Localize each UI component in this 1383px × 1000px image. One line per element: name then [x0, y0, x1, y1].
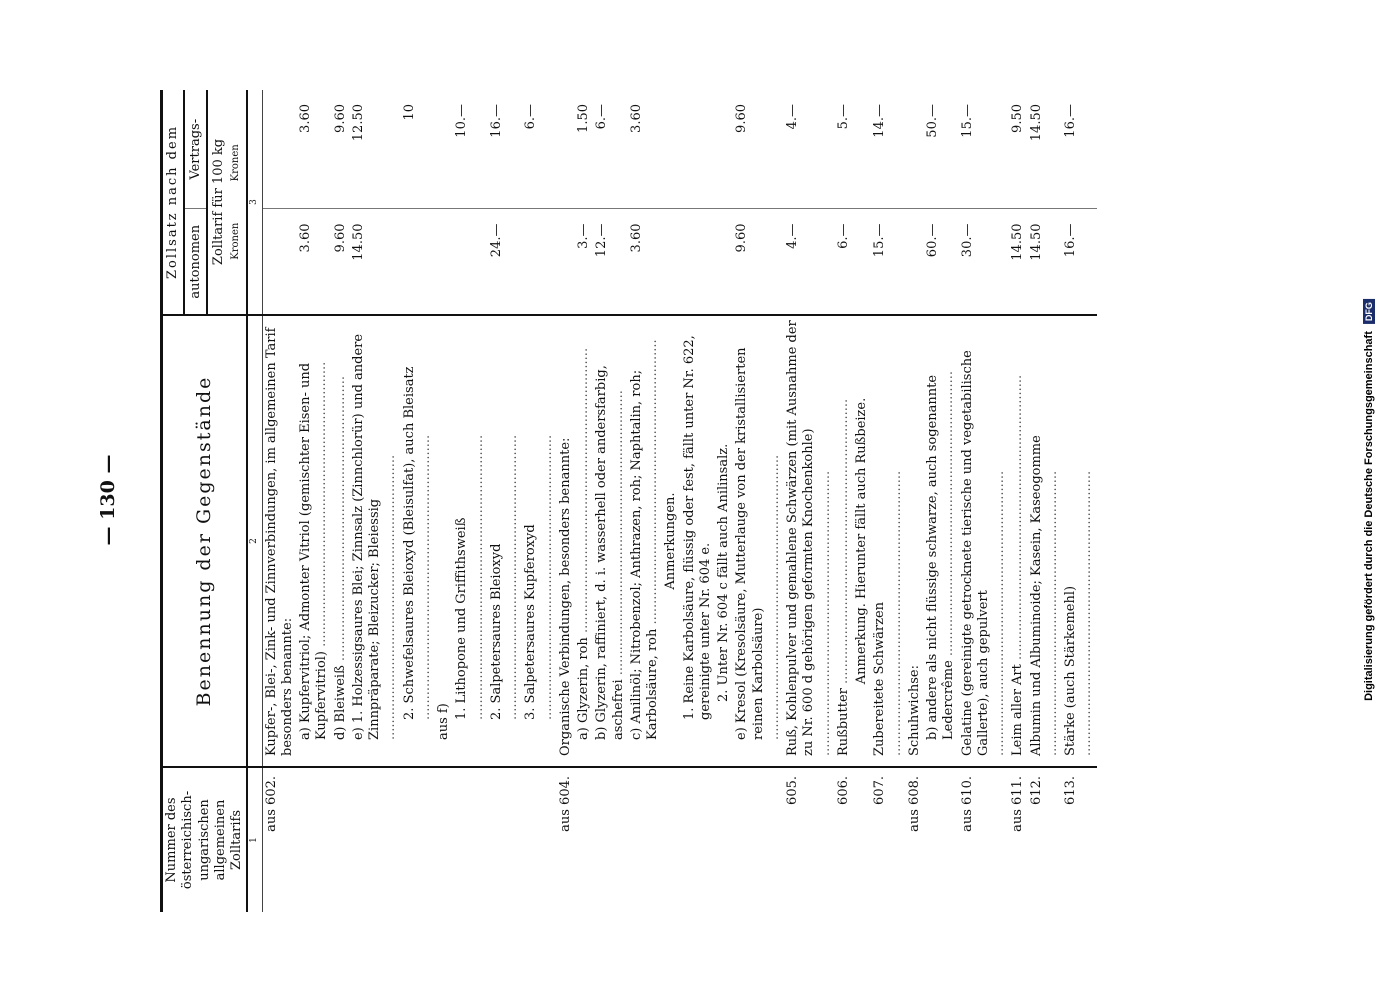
row-number: [488, 767, 523, 912]
row-number: [924, 767, 959, 912]
table-row: [593, 90, 628, 912]
row-description: b) Glyzerin, raffiniert, d. i. wasserhell oder andersfarbig, aschefrei .....: [593, 315, 628, 767]
row-contract-rate: 14.50: [1028, 90, 1063, 209]
row-autonomous-rate: 9.60: [734, 223, 750, 253]
row-autonomous-rate: [522, 209, 557, 315]
row-autonomous-rate: 3.60: [628, 223, 644, 253]
row-number: [453, 767, 488, 912]
row-autonomous-rate: [557, 209, 575, 315]
row-autonomous-rate: 4.—: [785, 223, 800, 249]
dfg-logo: DFG: [1363, 299, 1375, 324]
colnum-2: 2: [247, 315, 262, 767]
row-autonomous-rate: 12.—: [594, 223, 610, 258]
row-contract-rate: 16.—: [1062, 90, 1097, 209]
tariff-table: [160, 90, 1097, 912]
header-col3-text: Zollsatz nach dem: [165, 124, 181, 280]
row-autonomous-rate: [435, 209, 453, 315]
row-contract-rate: 1.50: [575, 90, 593, 209]
table-row: [959, 90, 1010, 912]
row-description: 1. Lithopone und Griffithsweiß .....: [453, 315, 488, 767]
row-contract-rate: 10: [401, 90, 436, 209]
table-row: [332, 90, 350, 912]
row-contract-rate: 5.—: [835, 90, 853, 209]
table-row: [871, 90, 906, 912]
row-description: Ruß, Kohlenpulver und gemahlene Schwärzen (mit Ausnahme der zu Nr. 600 d gehörigen geformten Knochenkohle) .....: [784, 315, 835, 767]
row-contract-rate: 12.50: [350, 90, 401, 209]
header-col2-text: Benennung der Gegenstände: [192, 375, 215, 707]
row-autonomous-rate: 3.60: [298, 223, 313, 253]
table-row: [435, 90, 453, 912]
credit-text: Digitalisierung gefördert durch die Deutsche Forschungsgemeinschaft: [1363, 331, 1375, 701]
table-row: [662, 90, 680, 912]
table-row: [681, 90, 716, 912]
row-description: Rußbutter .....: [835, 315, 853, 767]
colnum-3: 3: [247, 90, 262, 315]
row-autonomous-rate: 24.—: [488, 223, 504, 258]
row-contract-rate: 3.60: [628, 90, 663, 209]
row-contract-rate: 15.—: [959, 90, 1010, 209]
header-autonomous-text: autonomen: [187, 224, 203, 299]
header-col1-text: Nummer des österreichisch-ungarischen allgemeinen Zolltarifs: [164, 790, 244, 890]
row-contract-rate: [435, 90, 453, 209]
row-description: e) Kresol (Kresolsäure, Mutterlauge von der kristallisierten reinen Karbolsäure) .....: [733, 315, 784, 767]
row-description: a) Kupfervitriol; Admonter Vitriol (gemischter Eisen- und Kupfervitriol) .....: [297, 315, 332, 767]
table-row: [733, 90, 784, 912]
header-autonomous: [184, 209, 206, 315]
row-autonomous-rate: [262, 209, 297, 315]
row-description: b) andere als nicht flüssige schwarze, auch sogenannte Ledercrême .....: [924, 315, 959, 767]
row-contract-rate: [853, 90, 871, 209]
row-autonomous-rate: 14.50: [350, 223, 366, 261]
row-number: 607.: [871, 767, 906, 912]
row-autonomous-rate: 14.50: [1028, 223, 1044, 261]
row-number: [350, 767, 401, 912]
table-row: [1062, 90, 1097, 912]
row-autonomous-rate: 60.—: [925, 223, 940, 258]
row-number: [435, 767, 453, 912]
row-number: [593, 767, 628, 912]
row-contract-rate: [262, 90, 297, 209]
row-number: [662, 767, 680, 912]
row-description: Schuhwichse:: [906, 315, 924, 767]
header-col1: [162, 767, 248, 912]
table-row: [1028, 90, 1063, 912]
row-description: Albumin und Albuminoide; Kasein, Kaseogomme .....: [1028, 315, 1063, 767]
row-number: 606.: [835, 767, 853, 912]
row-description: Stärke (auch Stärkemehl) .....: [1062, 315, 1097, 767]
table-row: [401, 90, 436, 912]
row-number: aus 610.: [959, 767, 1010, 912]
row-number: [715, 767, 733, 912]
table-row: [297, 90, 332, 912]
table-row: [715, 90, 733, 912]
row-contract-rate: 9.60: [332, 90, 350, 209]
digitization-credit: [1363, 299, 1375, 701]
header-per-100kg: [207, 90, 247, 315]
row-description: Anmerkungen.: [662, 315, 680, 767]
row-description: Leim aller Art .....: [1009, 315, 1027, 767]
row-contract-rate: 6.—: [522, 90, 557, 209]
row-autonomous-rate: [453, 209, 488, 315]
row-autonomous-rate: 30.—: [959, 223, 975, 258]
row-number: [628, 767, 663, 912]
row-autonomous-rate: [715, 209, 733, 315]
header-col3: [162, 90, 185, 315]
colnum-1: 1: [247, 767, 262, 912]
row-number: [853, 767, 871, 912]
table-row: [784, 90, 835, 912]
unit-b: Kronen: [230, 144, 242, 182]
row-autonomous-rate: 3.—: [576, 223, 591, 249]
row-autonomous-rate: 6.—: [835, 223, 851, 249]
row-contract-rate: [681, 90, 716, 209]
row-contract-rate: [662, 90, 680, 209]
row-description: d) Bleiweiß .....: [332, 315, 350, 767]
page-number: — 130 —: [97, 454, 119, 546]
table-row: [906, 90, 924, 912]
row-number: [401, 767, 436, 912]
table-row: [488, 90, 523, 912]
row-description: 2. Schwefelsaures Bleioxyd (Bleisulfat), auch Bleisatz .....: [401, 315, 436, 767]
row-description: 1. Reine Karbolsäure, flüssig oder fest, fällt unter Nr. 622, gereinigte unter Nr. 604 e.: [681, 315, 716, 767]
row-autonomous-rate: 9.60: [332, 223, 348, 253]
row-contract-rate: [557, 90, 575, 209]
row-number: [522, 767, 557, 912]
row-number: 612.: [1028, 767, 1063, 912]
row-description: a) Glyzerin, roh .....: [575, 315, 593, 767]
row-contract-rate: 9.50: [1009, 90, 1027, 209]
row-number: 613.: [1062, 767, 1097, 912]
header-per-100kg-text: Zolltarif für 100 kg: [210, 138, 226, 266]
row-description: 2. Salpetersaures Bleioxyd .....: [488, 315, 523, 767]
row-contract-rate: 6.—: [593, 90, 628, 209]
row-description: Zubereitete Schwärzen .....: [871, 315, 906, 767]
row-number: [332, 767, 350, 912]
row-autonomous-rate: [401, 209, 436, 315]
row-autonomous-rate: 15.—: [872, 223, 888, 258]
row-autonomous-rate: [662, 209, 680, 315]
row-number: [733, 767, 784, 912]
tariff-table-rotated: [160, 90, 1244, 912]
unit-a: Kronen: [230, 222, 242, 260]
row-contract-rate: 16.—: [488, 90, 523, 209]
table-row: [835, 90, 853, 912]
row-autonomous-rate: [681, 209, 716, 315]
row-number: aus 602.: [262, 767, 297, 912]
row-contract-rate: 9.60: [733, 90, 784, 209]
row-description: 2. Unter Nr. 604 c fällt auch Anilinsalz.: [715, 315, 733, 767]
row-description: Organische Verbindungen, besonders benannte:: [557, 315, 575, 767]
header-contract: [184, 90, 206, 209]
table-row: [453, 90, 488, 912]
table-row: [350, 90, 401, 912]
row-contract-rate: 50.—: [924, 90, 959, 209]
header-col2: [162, 315, 248, 767]
row-autonomous-rate: [906, 209, 924, 315]
row-description: e) 1. Holzessigsaures Blei; Zinnsalz (Zinnchlorür) und andere Zinnpräparate; Bleizucker; Bleiessig .....: [350, 315, 401, 767]
row-description: 3. Salpetersaures Kupferoxyd .....: [522, 315, 557, 767]
row-contract-rate: [715, 90, 733, 209]
table-row: [1009, 90, 1027, 912]
row-description: Anmerkung. Hierunter fällt auch Rußbeize.: [853, 315, 871, 767]
row-autonomous-rate: [853, 209, 871, 315]
row-number: [297, 767, 332, 912]
header-contract-text: Vertrags-: [187, 118, 203, 180]
row-number: [575, 767, 593, 912]
row-description: aus f): [435, 315, 453, 767]
row-number: aus 604.: [557, 767, 575, 912]
row-contract-rate: 3.60: [297, 90, 332, 209]
row-autonomous-rate: 16.—: [1063, 223, 1078, 258]
row-number: [681, 767, 716, 912]
table-row: [522, 90, 557, 912]
table-row: [853, 90, 871, 912]
row-description: Kupfer-, Blei-, Zink- und Zinnverbindungen, im allgemeinen Tarif besonders benannte:: [262, 315, 297, 767]
row-contract-rate: 4.—: [784, 90, 835, 209]
row-contract-rate: [906, 90, 924, 209]
table-body: [262, 90, 1097, 912]
row-description: c) Anilinöl; Nitrobenzol; Anthrazen, roh; Naphtalin, roh; Karbolsäure, roh .....: [628, 315, 663, 767]
row-contract-rate: 14.—: [871, 90, 906, 209]
table-row: [628, 90, 663, 912]
row-number: aus 611.: [1009, 767, 1027, 912]
row-autonomous-rate: 14.50: [1010, 223, 1026, 261]
table-row: [575, 90, 593, 912]
table-row: [924, 90, 959, 912]
table-row: [262, 90, 297, 912]
table-row: [557, 90, 575, 912]
row-number: aus 608.: [906, 767, 924, 912]
row-description: Gelatine (gereinigte getrocknete tierische und vegetabilische Gallerte), auch gepulvert .....: [959, 315, 1010, 767]
row-contract-rate: 10.—: [453, 90, 488, 209]
row-number: 605.: [784, 767, 835, 912]
